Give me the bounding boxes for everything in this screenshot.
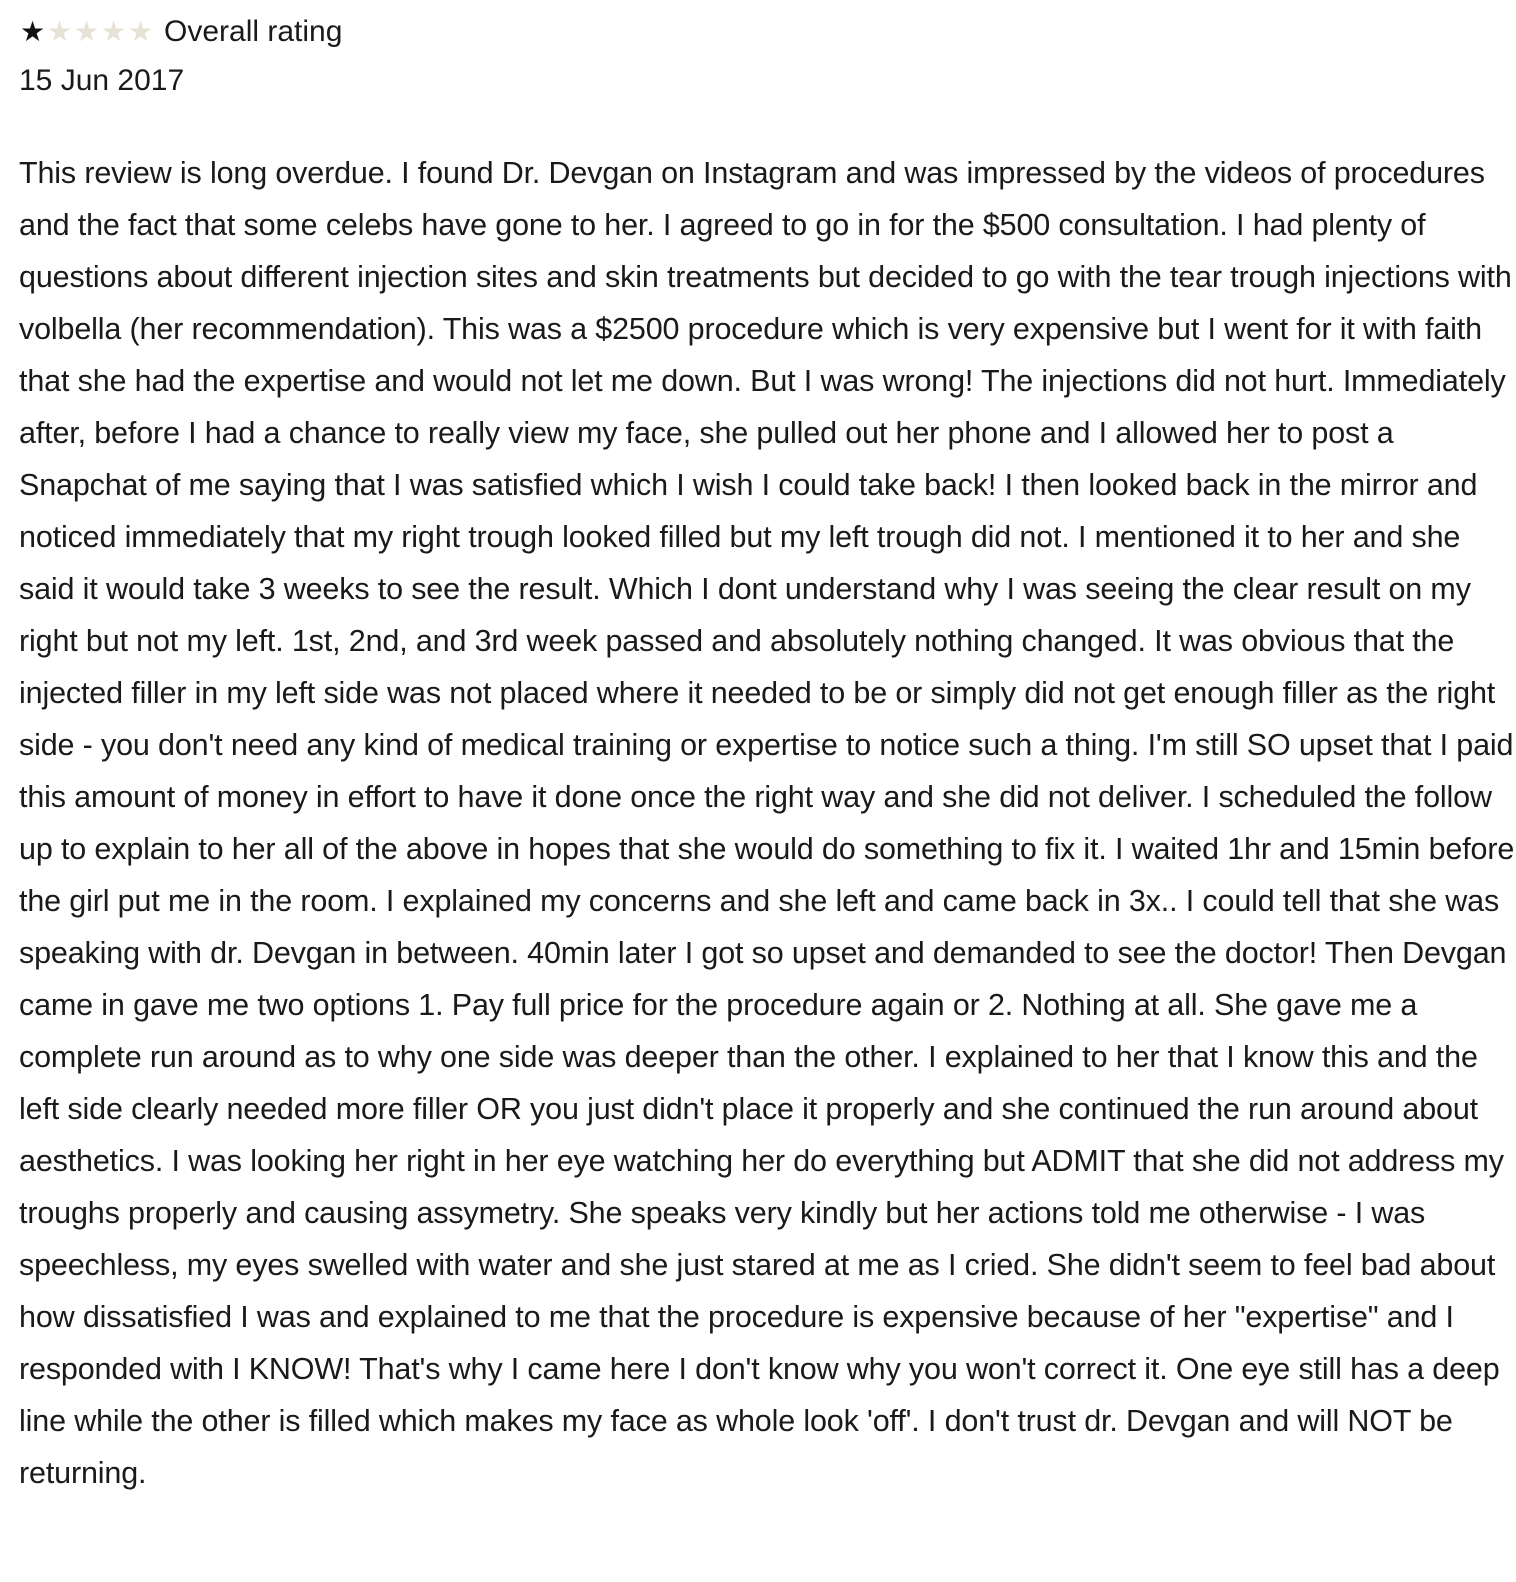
review-card	[0, 16, 1516, 1499]
rating-label: Overall rating	[164, 15, 343, 48]
rating-row	[19, 16, 1516, 48]
star-empty-icon: ★	[100, 15, 127, 48]
star-rating	[19, 15, 154, 48]
star-empty-icon: ★	[127, 15, 154, 48]
review-body: This review is long overdue. I found Dr. Devgan on Instagram and was impressed by the videos of procedures and the fact that some celebs have gone to her. I agreed to go in for the $500 consultation. I had plenty of questions about different injection sites and skin treatments but decided to go with the tear trough injections with volbella (her recommendation). This was a $2500 procedure which is very expensive but I went for it with faith that she had the expertise and would not let me down. But I was wrong! The injections did not hurt. Immediately after, before I had a chance to really view my face, she pulled out her phone and I allowed her to post a Snapchat of me saying that I was satisfied which I wish I could take back! I then looked back in the mirror and noticed immediately that my right trough looked filled but my left trough did not. I mentioned it to her and she said it would take 3 weeks to see the result. Which I dont understand why I was seeing the clear result on my right but not my left. 1st, 2nd, and 3rd week passed and absolutely nothing changed. It was obvious that the injected filler in my left side was not placed where it needed to be or simply did not get enough filler as the right side - you don't need any kind of medical training or expertise to notice such a thing. I'm still SO upset that I paid this amount of money in effort to have it done once the right way and she did not deliver. I scheduled the follow up to explain to her all of the above in hopes that she would do something to fix it. I waited 1hr and 15min before the girl put me in the room. I explained my concerns and she left and came back in 3x.. I could tell that she was speaking with dr. Devgan in between. 40min later I got so upset and demanded to see the doctor! Then Devgan came in gave me two options 1. Pay full price for the procedure again or 2. Nothing at all. She gave me a complete run around as to why one side was deeper than the other. I explained to her that I know this and the left side clearly needed more filler OR you just didn't place it properly and she continued the run around about aesthetics. I was looking her right in her eye watching her do everything but ADMIT that she did not address my troughs properly and causing assymetry. She speaks very kindly but her actions told me otherwise - I was speechless, my eyes swelled with water and she just stared at me as I cried. She didn't seem to feel bad about how dissatisfied I was and explained to me that the procedure is expensive because of her "expertise" and I responded with I KNOW! That's why I came here I don't know why you won't correct it. One eye still has a deep line while the other is filled which makes my face as whole look 'off'. I don't trust dr. Devgan and will NOT be returning.	[19, 156, 1515, 1490]
star-filled-icon: ★	[19, 15, 46, 48]
star-empty-icon: ★	[46, 15, 73, 48]
star-empty-icon: ★	[73, 15, 100, 48]
review-date: 15 Jun 2017	[19, 64, 185, 97]
